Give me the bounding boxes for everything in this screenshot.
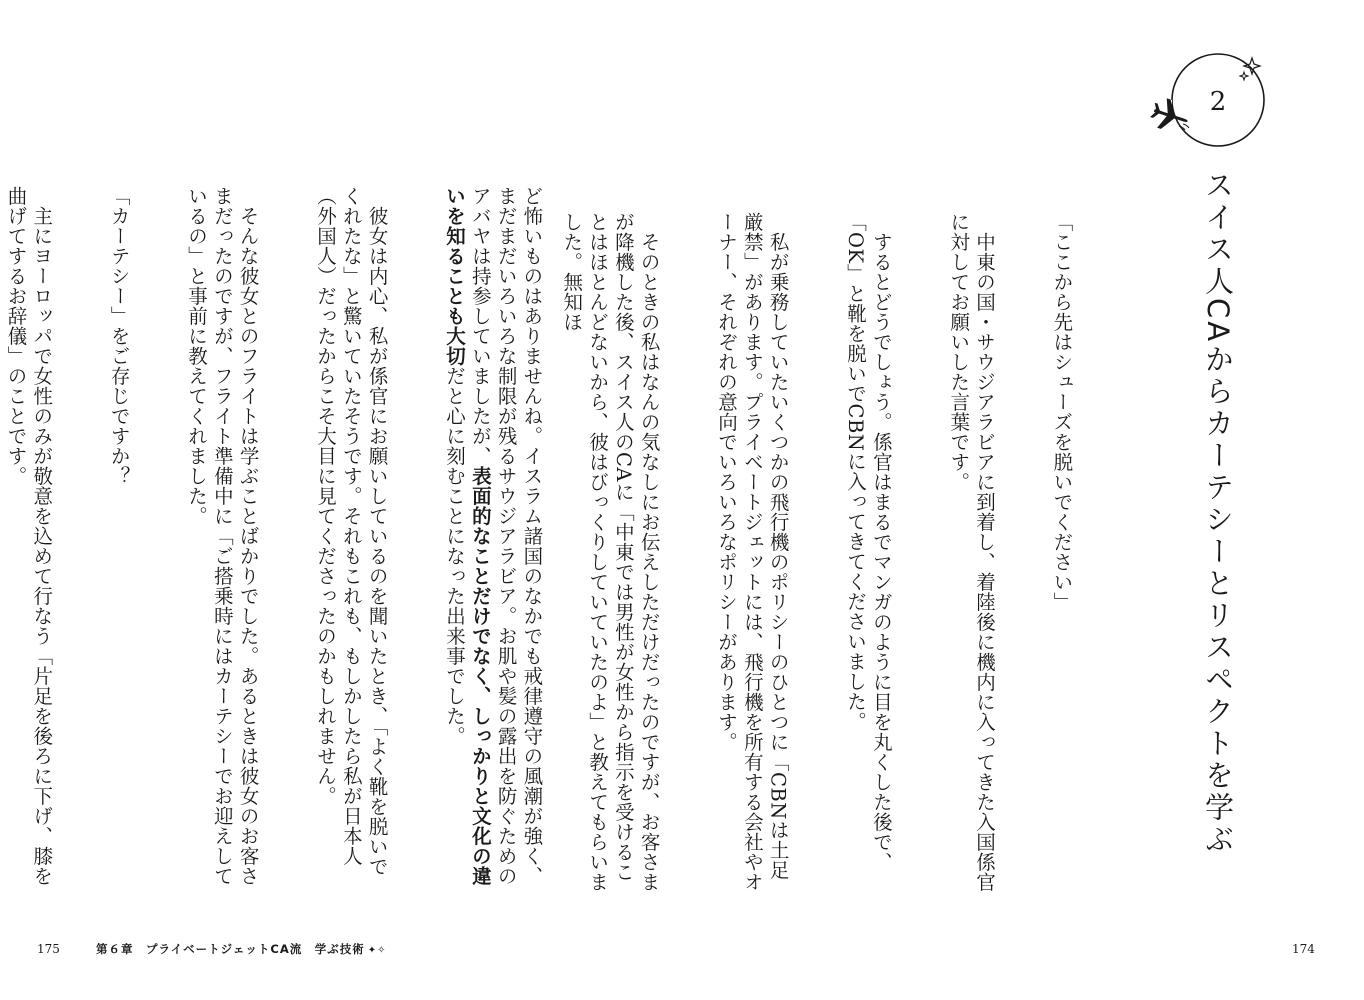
paragraph: そんな彼女とのフライトは学ぶことばかりでした。あるときは彼女のお客さまだったのですが、フライト準備中に「ご搭乗時にはカーテシーでお迎えしているの」と事前に教えてくれました。 [185,186,260,886]
paragraph: 彼女は内心、私が係官にお願いしているのを聞いたとき、「よく靴を脱いでくれたな」と驚いていたそうです。それもこれも、もしかしたら私が日本人（外国人）だったからこそ大目に見てくださったのかもしれません。 [314,186,389,877]
chapter-number: 2 [1209,87,1227,117]
emphasis-text: 表面的なことだけでなく、しっかりと文化の違いを知ることも大切 [443,186,492,886]
running-head [96,941,387,957]
paragraph: 中東の国・サウジアラビアに到着し、着陸後に機内に入ってきた入国係官に対してお願いした言葉です。 [947,212,997,892]
paragraph: 「ここから先はシューズを脱いでください」 [1050,212,1074,612]
text-run: ど怖いものはありませんね。イスラム諸国のなかでも戒律遵守の風潮が強く、まだまだいろいろな制限が残るサウジアラビア。お肌や髪の露出を防ぐためのアバヤは持参していましたが、 [468,186,544,886]
text-run: だと心に刻むことになった出来事でした。 [443,366,467,746]
page-number-left: 175 [37,942,60,956]
running-head-text: 第６章 プライベートジェットCA流 学ぶ技術 [96,942,365,956]
right-page-body [507,212,1126,892]
page-number-right: 174 [1292,942,1315,956]
section-title: スイス人CAからカーテシーとリスペクトを学ぶ [1201,170,1235,857]
paragraph [441,186,544,894]
paragraph: 主にヨーロッパで女性のみが敬意を込めて行なう「片足を後ろに下げ、膝を曲げてするお辞儀」のことです。 [4,186,54,886]
left-page-body [0,186,596,894]
paragraph: するとどうでしょう。係官はまるでマンガのように目を丸くした後で、「OK」と靴を脱いでCBNに入ってきてくださいました。 [844,212,893,872]
paragraph: 私が乗務していたいくつかの飛行機のポリシーのひとつに「CBNは土足厳禁」があります。プライベートジェットには、飛行機を所有する会社やオーナー、それぞれの意向でいろいろなポリシーがあります。 [715,212,790,892]
paragraph: 「カーテシー」をご存じですか？ [107,186,131,486]
airplane-circle-emblem-icon [1148,48,1276,148]
paragraph: そのときの私はなんの気なしにお伝えしただけだったのですが、お客さまが降機した後、スイス人のCAに「中東では男性が女性から指示を受けることはほとんどないから、彼はびっくりしていていたのよ」と教えてもらいました。無知ほ [560,212,661,892]
sparkle-icon: ✦✧ [367,945,387,956]
